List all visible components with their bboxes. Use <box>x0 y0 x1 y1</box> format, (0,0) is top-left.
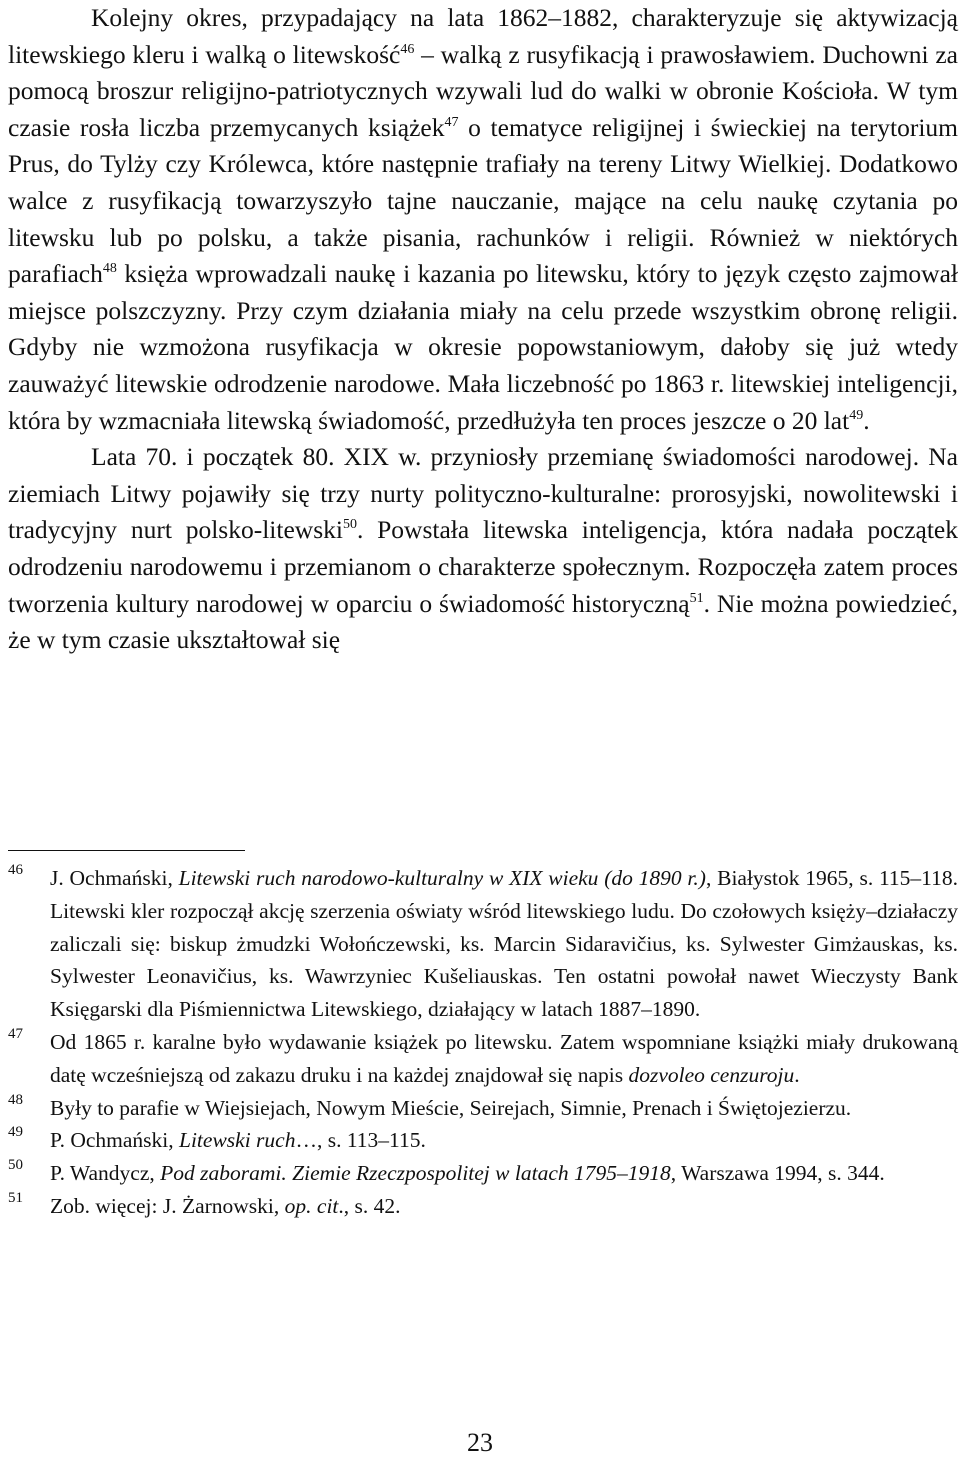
footnote-text: Zob. więcej: J. Żarnowski, <box>50 1193 285 1218</box>
footnote-number: 49 <box>8 1124 23 1141</box>
footnote-ref-46[interactable]: 46 <box>400 41 415 57</box>
footnote-text: , Białystok 1965, s. 115–118. Litewski kler rozpoczął akcję szerzenia oświaty wśród litewskiego ludu. Do czołowych księży–działaczy zaliczali się: biskup żmudzki Wołończewski, ks. Marcin Sidaravičius, ks. Sylwester Gimżauskas, ks. Sylwester Leonavičius, ks. Wawrzyniec Kušeliauskas. Ten ostatni powołał nawet Wieczysty Bank Księgarski dla Piśmiennictwa Litewskiego, działający w latach 1887–1890. <box>50 866 959 1022</box>
footnote-ref-50[interactable]: 50 <box>342 517 357 533</box>
page-number: 23 <box>467 1428 493 1457</box>
footnote-ref-47[interactable]: 47 <box>444 114 459 130</box>
footnote-title: op. cit <box>284 1193 339 1218</box>
footnote-49 <box>8 1124 958 1157</box>
footnote-text: , Warszawa 1994, s. 344. <box>670 1161 885 1186</box>
paragraph-text: Lata 70. i początek 80. XIX w. przyniosły przemianę świadomości narodowej. Na ziemiach Litwy pojawiły się trzy nurty polityczno-kulturalne: prorosyjski, nowolitewski i tradycyjny nurt polsko-litewski <box>8 442 958 545</box>
footnote-text: ., s. 42. <box>338 1193 401 1218</box>
footnote-text: J. Ochmański, <box>50 866 179 890</box>
main-text <box>8 0 958 659</box>
paragraph-text: . Nie można powiedzieć, że w tym czasie ukształtował się <box>8 588 958 655</box>
footnote-separator <box>8 850 245 851</box>
footnote-50 <box>8 1157 958 1190</box>
paragraph-text: . <box>863 405 870 435</box>
footnote-number: 50 <box>8 1157 23 1174</box>
footnote-text: P. Wandycz, <box>50 1161 161 1186</box>
footnote-title: Litewski ruch <box>179 1128 296 1153</box>
footnote-number: 46 <box>8 862 23 878</box>
paragraph-text: księża wprowadzali naukę i kazania po litewsku, który to język często zajmował miejsce polszczyzny. Przy czym działania miały na celu przede wszystkim obronę religii. Gdyby nie wzmożona rusyfikacja w okresie popowstaniowym, dałoby się już wtedy zauważyć litewskie odrodzenie narodowe. Mała liczebność po 1863 r. litewskiej inteligencji, która by wzmacniała litewską świadomość, przedłużyła ten proces jeszcze o 20 lat <box>8 259 958 435</box>
footnote-46 <box>8 862 958 1026</box>
footnote-text: …, s. 113–115. <box>295 1128 426 1153</box>
paragraph-1 <box>8 0 958 439</box>
footnote-text: P. Ochmański, <box>50 1128 179 1153</box>
footnote-ref-49[interactable]: 49 <box>849 407 864 423</box>
paragraph-text: Kolejny okres, przypadający na lata 1862–1882, charakteryzuje się aktywizacją litewskiego kleru i walką o litewskość <box>8 3 958 69</box>
footnote-title: Pod zaborami. Ziemie Rzeczpospolitej w latach 1795–1918 <box>160 1161 671 1186</box>
paragraph-text: – walką z rusyfikacją i prawosławiem. Duchowni za pomocą broszur religijno-patriotycznych wzywali lud do walki w obronie Kościoła. W tym czasie rosła liczba przemycanych książek <box>8 39 958 142</box>
footnote-text: Były to parafie w Wiejsiejach, Nowym Mieście, Seirejach, Simnie, Prenach i Świętojezierzu. <box>50 1095 852 1120</box>
footnote-51 <box>8 1190 958 1223</box>
footnote-ref-48[interactable]: 48 <box>102 261 117 277</box>
footnote-title: Litewski ruch narodowo-kulturalny w XIX wieku (do 1890 r.) <box>178 866 706 890</box>
footnote-number: 51 <box>8 1189 23 1206</box>
footnote-48 <box>8 1092 958 1125</box>
footnote-number: 47 <box>8 1025 23 1042</box>
footnote-number: 48 <box>8 1091 23 1108</box>
footnote-text: . <box>794 1062 800 1087</box>
footnote-title: dozvoleo cenzuroju <box>628 1062 795 1087</box>
paragraph-text: o tematyce religijnej i świeckiej na terytorium Prus, do Tylży czy Królewca, które następnie trafiały na tereny Litwy Wielkiej. Dodatkowo walce z rusyfikacją towarzyszyło tajne nauczanie, mające na celu naukę czytania po litewsku lub po polsku, a także pisania, rachunków i religii. Również w niektórych parafiach <box>8 112 958 289</box>
footnote-ref-51[interactable]: 51 <box>689 590 704 606</box>
footnote-47 <box>8 1026 958 1092</box>
paragraph-2 <box>8 439 958 659</box>
paragraph-text: . Powstała litewska inteligencja, która nadała początek odrodzeniu narodowemu i przemianom o charakterze społecznym. Rozpoczęła zatem proces tworzenia kultury narodowej w oparciu o świadomość historyczną <box>8 515 958 618</box>
footnotes <box>8 862 958 1223</box>
footnote-text: Od 1865 r. karalne było wydawanie książek po litewsku. Zatem wspomniane książki miały drukowaną datę wcześniejszą od zakazu druku i na każdej znajdował się napis <box>50 1029 958 1087</box>
